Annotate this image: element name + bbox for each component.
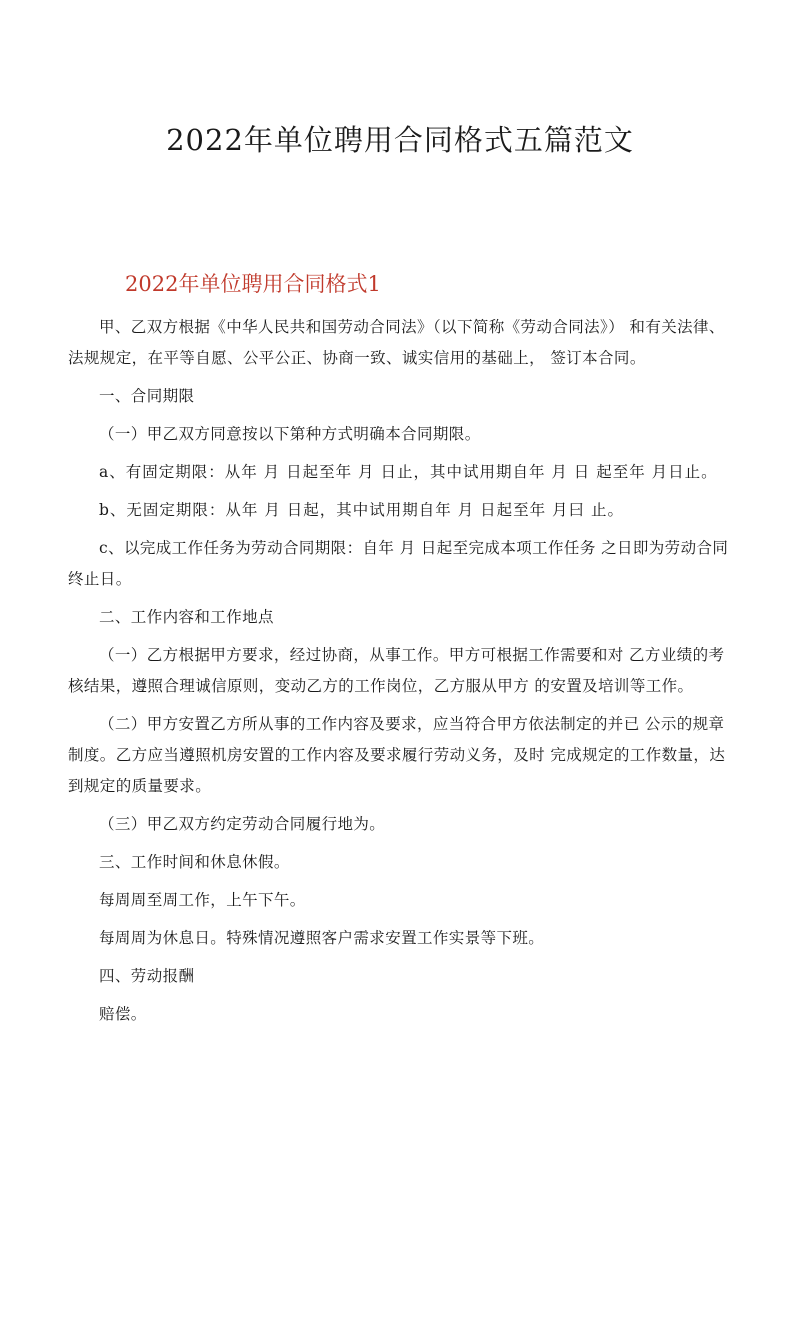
paragraph-open-term: b、无固定期限：从年 月 日起，其中试用期自年 月 日起至年 月曰 止。 xyxy=(99,501,624,519)
paragraph-work-requirements: （二）甲方安置乙方所从事的工作内容及要求，应当符合甲方依法制定的并已 公示的规章制度。乙方应当遵照机房安置的工作内容及要求履行劳动义务，及时 完成规定的工作数量，达到规定的质量要求。 xyxy=(68,715,726,795)
paragraph-task-term: c、以完成工作任务为劳动合同期限：自年 月 日起至完成本项工作任务 之日即为劳动合同终止日。 xyxy=(68,539,729,588)
paragraph-compensation: 赔偿。 xyxy=(99,1005,147,1023)
heading-work-content: 二、工作内容和工作地点 xyxy=(99,608,274,626)
heading-remuneration: 四、劳动报酬 xyxy=(99,967,195,985)
section-heading: 2022年单位聘用合同格式1 xyxy=(125,272,381,296)
document-body xyxy=(68,312,736,1037)
paragraph-term-method: （一）甲乙双方同意按以下第种方式明确本合同期限。 xyxy=(99,425,481,443)
document-title: 2022年单位聘用合同格式五篇范文 xyxy=(166,123,634,157)
heading-contract-term: 一、合同期限 xyxy=(99,387,195,405)
heading-working-hours: 三、工作时间和休息休假。 xyxy=(99,853,290,871)
paragraph-work-location: （三）甲乙双方约定劳动合同履行地为。 xyxy=(99,815,386,833)
paragraph-work-assignment: （一）乙方根据甲方要求，经过协商，从事工作。甲方可根据工作需要和对 乙方业绩的考核结果，遵照合理诚信原则，变动乙方的工作岗位，乙方服从甲方 的安置及培训等工作。 xyxy=(68,646,725,695)
paragraph-weekly-hours: 每周周至周工作，上午下午。 xyxy=(99,891,306,909)
paragraph-fixed-term: a、有固定期限：从年 月 日起至年 月 日止，其中试用期自年 月 日 起至年 月日止。 xyxy=(99,463,718,481)
paragraph-rest-days: 每周周为休息日。特殊情况遵照客户需求安置工作实景等下班。 xyxy=(99,929,545,947)
paragraph-preamble: 甲、乙双方根据《中华人民共和国劳动合同法》（以下简称《劳动合同法》） 和有关法律、法规规定，在平等自愿、公平公正、协商一致、诚实信用的基础上， 签订本合同。 xyxy=(68,318,725,367)
